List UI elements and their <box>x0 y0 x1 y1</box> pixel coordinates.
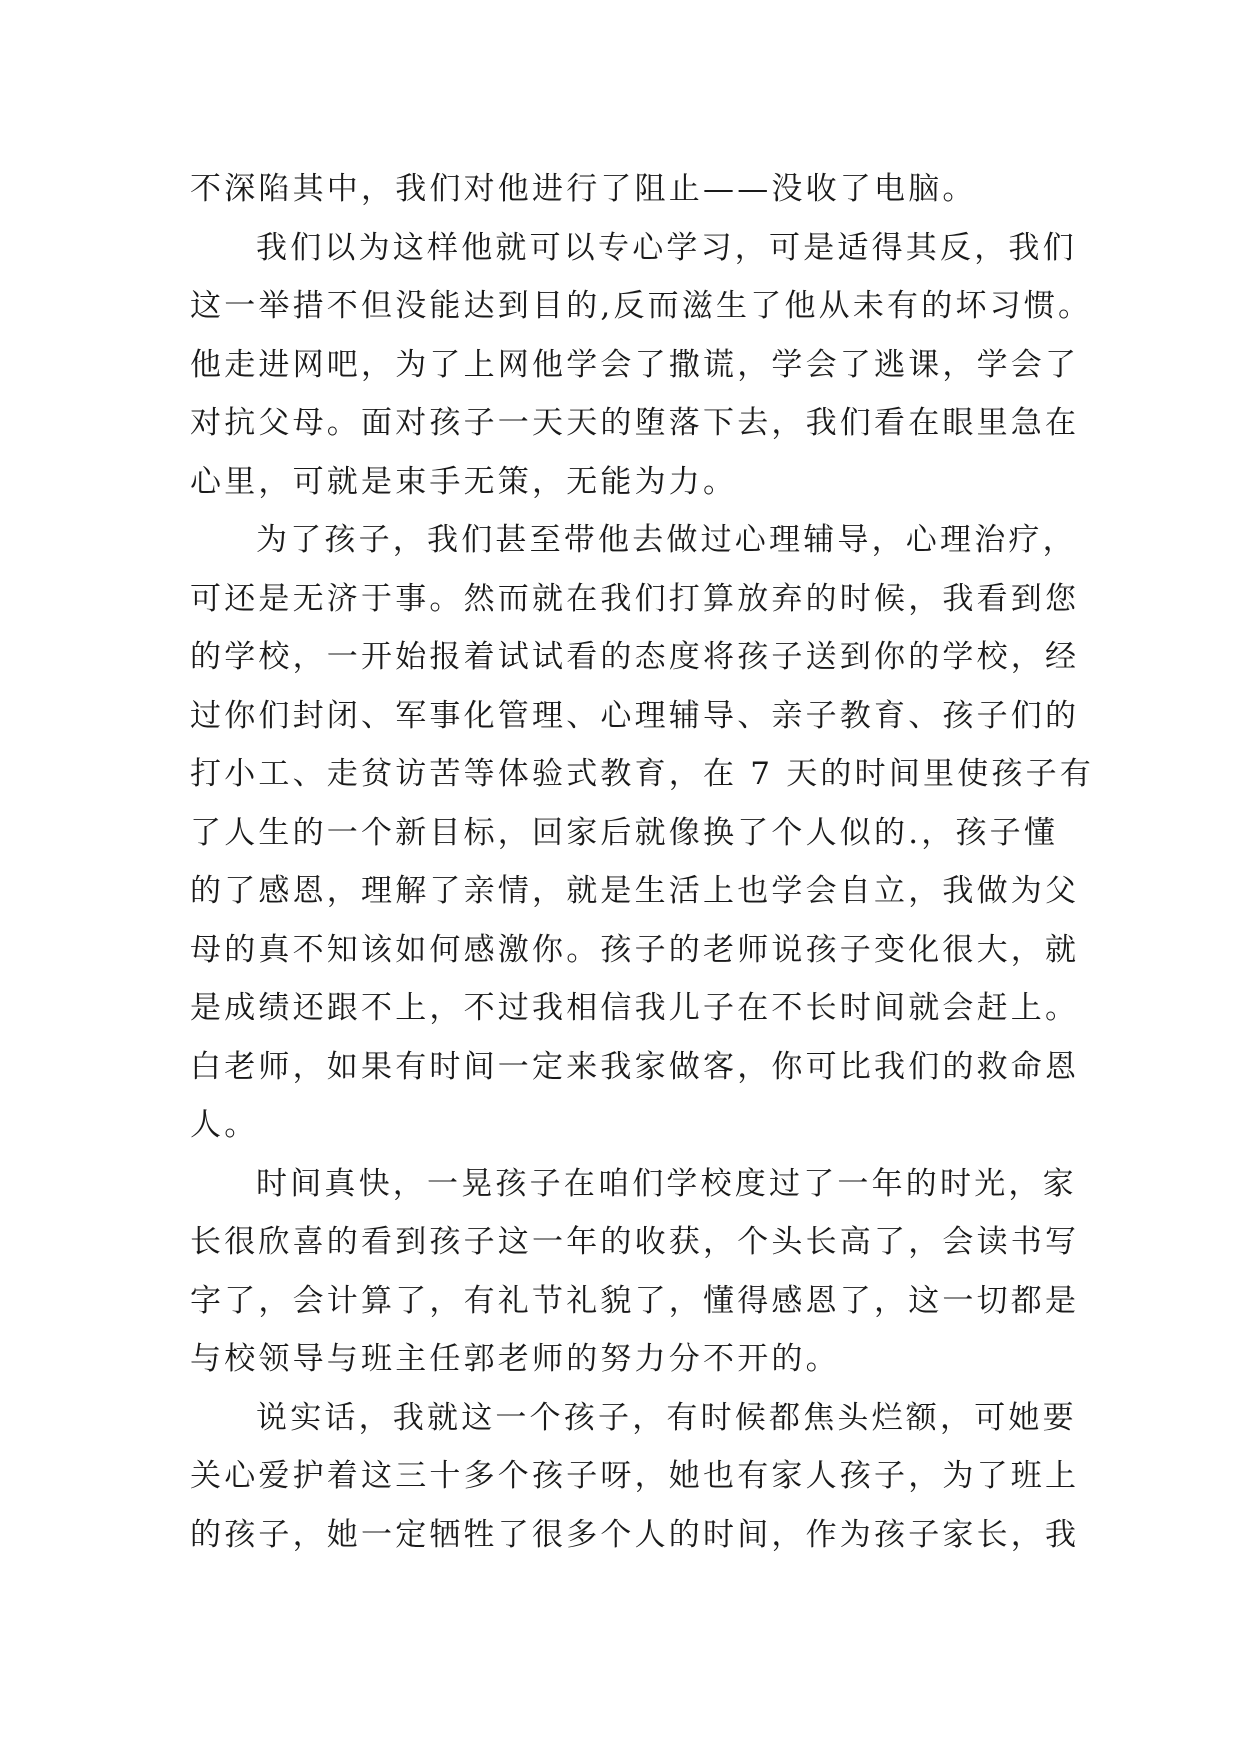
text-line: 是成绩还跟不上，不过我相信我儿子在不长时间就会赶上。 <box>190 990 1080 1026</box>
text-line: 对抗父母。面对孩子一天天的堕落下去，我们看在眼里急在 <box>190 405 1080 441</box>
text-line: 这一举措不但没能达到目的,反而滋生了他从未有的坏习惯。 <box>190 288 1093 324</box>
text-line: 的学校，一开始报着试试看的态度将孩子送到你的学校，经 <box>190 639 1080 675</box>
text-line: 打小工、走贫访苦等体验式教育，在 7 天的时间里使孩子有 <box>190 756 1095 792</box>
text-line: 母的真不知该如何感激你。孩子的老师说孩子变化很大，就 <box>190 931 1080 968</box>
text-line: 不深陷其中，我们对他进行了阻止——没收了电脑。 <box>190 171 977 207</box>
body-text <box>190 160 1095 1564</box>
text-line: 他走进网吧，为了上网他学会了撒谎，学会了逃课，学会了 <box>190 346 1080 383</box>
text-line: 与校领导与班主任郭老师的努力分不开的。 <box>190 1341 840 1377</box>
text-line: 我们以为这样他就可以专心学习，可是适得其反，我们 <box>256 229 1077 266</box>
text-line: 白老师，如果有时间一定来我家做客，你可比我们的救命恩 <box>190 1048 1080 1085</box>
text-line: 长很欣喜的看到孩子这一年的收获，个头长高了，会读书写 <box>190 1224 1080 1260</box>
text-line: 可还是无济于事。然而就在我们打算放弃的时候，我看到您 <box>190 580 1080 617</box>
text-line: 心里，可就是束手无策，无能为力。 <box>190 463 738 500</box>
text-line: 说实话，我就这一个孩子，有时候都焦头烂额，可她要 <box>256 1399 1077 1436</box>
text-line: 时间真快，一晃孩子在咱们学校度过了一年的时光，家 <box>256 1165 1077 1202</box>
text-line: 了人生的一个新目标，回家后就像换了个人似的.，孩子懂 <box>190 814 1059 851</box>
text-line: 的孩子，她一定牺牲了很多个人的时间，作为孩子家长，我 <box>190 1516 1080 1553</box>
text-line: 为了孩子，我们甚至带他去做过心理辅导，心理治疗， <box>256 522 1077 558</box>
text-line: 过你们封闭、军事化管理、心理辅导、亲子教育、孩子们的 <box>190 697 1080 734</box>
text-line: 的了感恩，理解了亲情，就是生活上也学会自立，我做为父 <box>190 873 1080 909</box>
text-line: 字了，会计算了，有礼节礼貌了，懂得感恩了，这一切都是 <box>190 1282 1080 1319</box>
text-line: 关心爱护着这三十多个孩子呀，她也有家人孩子，为了班上 <box>190 1458 1080 1494</box>
text-line: 人。 <box>190 1107 259 1143</box>
